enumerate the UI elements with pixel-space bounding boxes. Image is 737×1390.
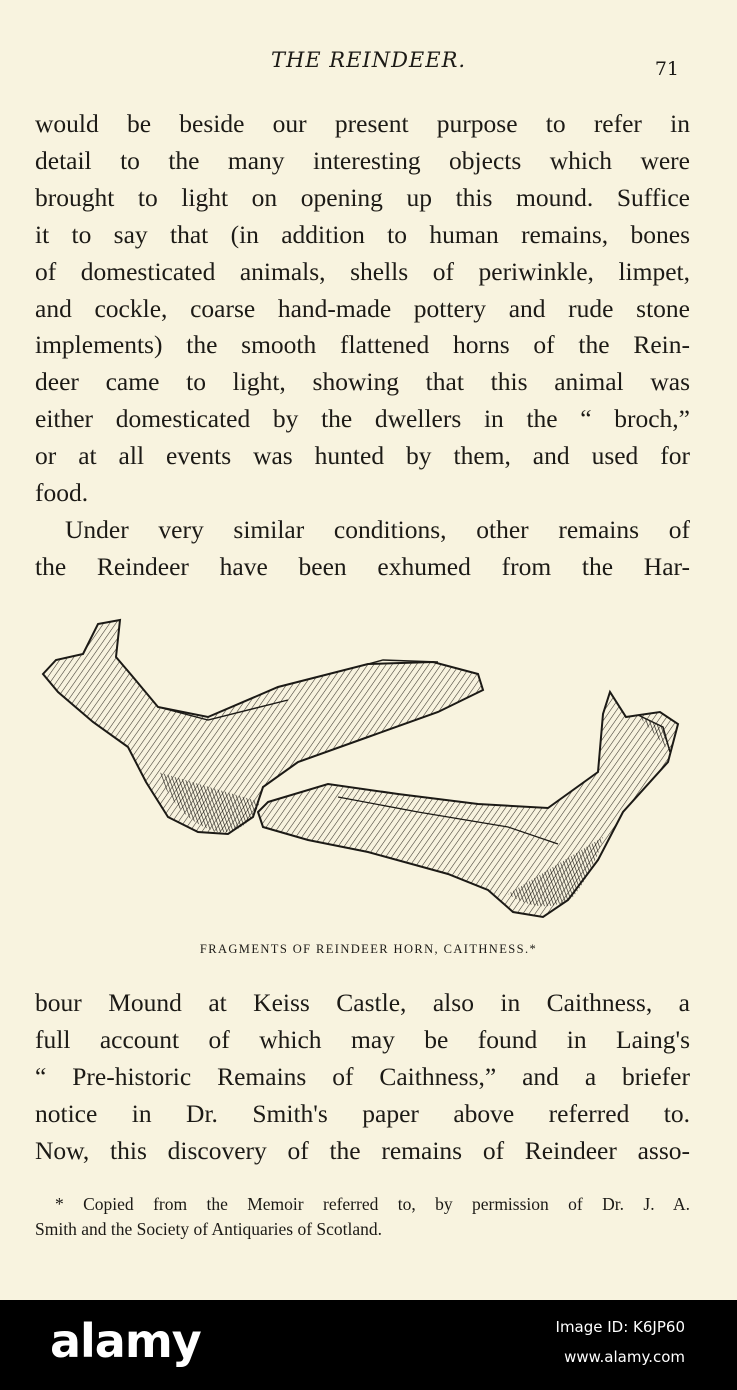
text-line: would be beside our present purpose to refer in <box>35 109 690 138</box>
text-line: and cockle, coarse hand-made pottery and rude stone <box>35 293 690 323</box>
text-line: full account of which may be found in Laing's <box>35 1024 690 1054</box>
image-id-label: Image ID: K6JP60 <box>555 1318 685 1336</box>
site-url: www.alamy.com <box>564 1348 685 1366</box>
footnote <box>35 1192 690 1242</box>
text-line: it to say that (in addition to human remains, bones <box>35 219 690 249</box>
text-line: bour Mound at Keiss Castle, also in Caithness, a <box>35 988 690 1017</box>
figure-caption: FRAGMENTS OF REINDEER HORN, CAITHNESS.* <box>199 942 538 956</box>
footnote-line: Smith and the Society of Antiquaries of Scotland. <box>35 1219 383 1239</box>
text-line: “ Pre-historic Remains of Caithness,” and a briefer <box>35 1061 690 1091</box>
paragraph-top <box>35 106 690 586</box>
text-line: notice in Dr. Smith's paper above referred to. <box>35 1098 690 1128</box>
text-line: the Reindeer have been exhumed from the Har- <box>35 551 690 581</box>
reindeer-horn-illustration <box>38 612 688 927</box>
text-line: detail to the many interesting objects which were <box>35 145 690 175</box>
text-line: implements) the smooth flattened horns of the Rein- <box>35 330 690 360</box>
text-line: Now, this discovery of the remains of Reindeer asso- <box>35 1135 690 1165</box>
text-line: or at all events was hunted by them, and used for <box>35 441 690 471</box>
text-line: either domesticated by the dwellers in the “ broch,” <box>35 404 690 434</box>
running-title: THE REINDEER. <box>270 48 467 72</box>
text-line: brought to light on opening up this mound. Suffice <box>35 182 690 212</box>
text-line: of domesticated animals, shells of periwinkle, limpet, <box>35 256 690 286</box>
page-number: 71 <box>654 58 679 80</box>
watermark-bar <box>0 1300 737 1390</box>
text-line: Under very similar conditions, other remains of <box>65 514 690 544</box>
brand-logo: alamy <box>50 1314 201 1368</box>
paragraph-bottom <box>35 985 690 1170</box>
text-line: food. <box>35 478 89 508</box>
text-line: deer came to light, showing that this animal was <box>35 367 690 397</box>
footnote-line: * Copied from the Memoir referred to, by permission of Dr. J. A. <box>55 1194 690 1214</box>
